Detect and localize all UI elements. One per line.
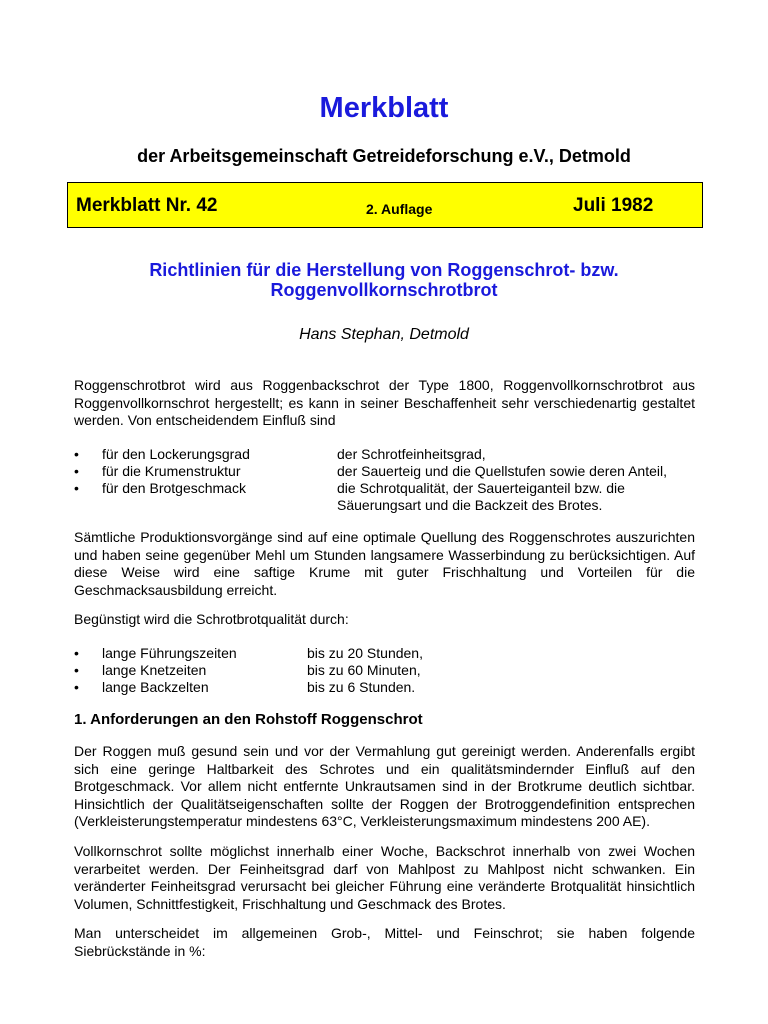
quality-intro-paragraph: Begünstigt wird die Schrotbrotqualität durch:	[74, 611, 349, 627]
condition-label: lange Backzelten	[102, 679, 209, 695]
page-title: Merkblatt	[319, 92, 449, 124]
condition-value: bis zu 60 Minuten,	[307, 662, 421, 678]
bullet: •	[74, 463, 79, 479]
edition-label: 2. Auflage	[366, 201, 433, 217]
condition-label: lange Führungszeiten	[102, 645, 237, 661]
bullet: •	[74, 679, 79, 695]
section-heading: 1. Anforderungen an den Rohstoff Roggenschrot	[74, 711, 423, 728]
factor-label: für den Lockerungsgrad	[102, 446, 250, 462]
section-paragraph-storage: Vollkornschrot sollte möglichst innerhalb einer Woche, Backschrot innerhalb von zwei Wochen verarbeitet werden. Der Feinheitsgrad darf von Mahlpost zu Mahlpost nicht schwanken. Ein veränderter Feinheitsgrad verursacht bei gleicher Führung eine veränderte Brotqualität hinsichtlich Volumen, Schnittfestigkeit, Frischhaltung und Geschmack des Brotes.	[74, 843, 695, 912]
bullet: •	[74, 446, 79, 462]
section-paragraph-raw-material: Der Roggen muß gesund sein und vor der Vermahlung gut gereinigt werden. Anderenfalls ergibt sich eine geringe Haltbarkeit des Schrotes und ein qualitätsmindernder Einfluß auf den Brotgeschmack. Vor allem nicht entfernte Unkrautsamen sind in der Brotkrume deutlich sichtbar. Hinsichtlich der Qualitätseigenschaften sollte der Roggen der Brotroggendefinition entsprechen (Verkleisterungstemperatur mindestens 63°C, Verkleisterungsmaximum mindestens 200 AE).	[74, 743, 695, 829]
article-heading-line-1: Richtlinien für die Herstellung von Roggenschrot- bzw.	[149, 260, 619, 280]
article-heading	[0, 260, 768, 300]
section-paragraph-sieve: Man unterscheidet im allgemeinen Grob-, Mittel- und Feinschrot; sie haben folgende Siebrückstände in %:	[74, 925, 695, 959]
factor-value: der Sauerteig und die Quellstufen sowie deren Anteil,	[337, 463, 667, 479]
factor-label: für die Krumenstruktur	[102, 463, 241, 479]
bullet: •	[74, 662, 79, 678]
factor-value: der Schrotfeinheitsgrad,	[337, 446, 486, 462]
bullet: •	[74, 645, 79, 661]
info-box	[67, 182, 703, 228]
article-heading-line-2: Roggenvollkornschrotbrot	[270, 280, 498, 300]
production-paragraph: Sämtliche Produktionsvorgänge sind auf eine optimale Quellung des Roggenschrotes auszurichten und haben seine gegenüber Mehl um Stunden langsamere Wasserbindung zu berücksichtigen. Auf diese Weise wird eine saftige Krume mit guter Frischhaltung und Vorteilen für die Geschmacksausbildung erreicht.	[74, 529, 695, 598]
sheet-number: Merkblatt Nr. 42	[76, 195, 218, 216]
factor-value: die Schrotqualität, der Sauerteiganteil bzw. die	[337, 480, 625, 496]
condition-value: bis zu 20 Stunden,	[307, 645, 423, 661]
factor-label: für den Brotgeschmack	[102, 480, 246, 496]
condition-label: lange Knetzeiten	[102, 662, 207, 678]
bullet: •	[74, 480, 79, 496]
condition-value: bis zu 6 Stunden.	[307, 679, 416, 695]
author-line: Hans Stephan, Detmold	[299, 326, 469, 343]
publication-date: Juli 1982	[573, 195, 654, 216]
organization-subtitle: der Arbeitsgemeinschaft Getreideforschung e.V., Detmold	[137, 146, 631, 166]
intro-paragraph: Roggenschrotbrot wird aus Roggenbackschrot der Type 1800, Roggenvollkornschrotbrot aus Roggenvollkornschrot hergestellt; es kann in seiner Beschaffenheit sehr verschiedenartig gestaltet werden. Von entscheidendem Einfluß sind	[74, 377, 695, 428]
factor-value-continuation: Säuerungsart und die Backzeit des Brotes.	[337, 497, 603, 513]
